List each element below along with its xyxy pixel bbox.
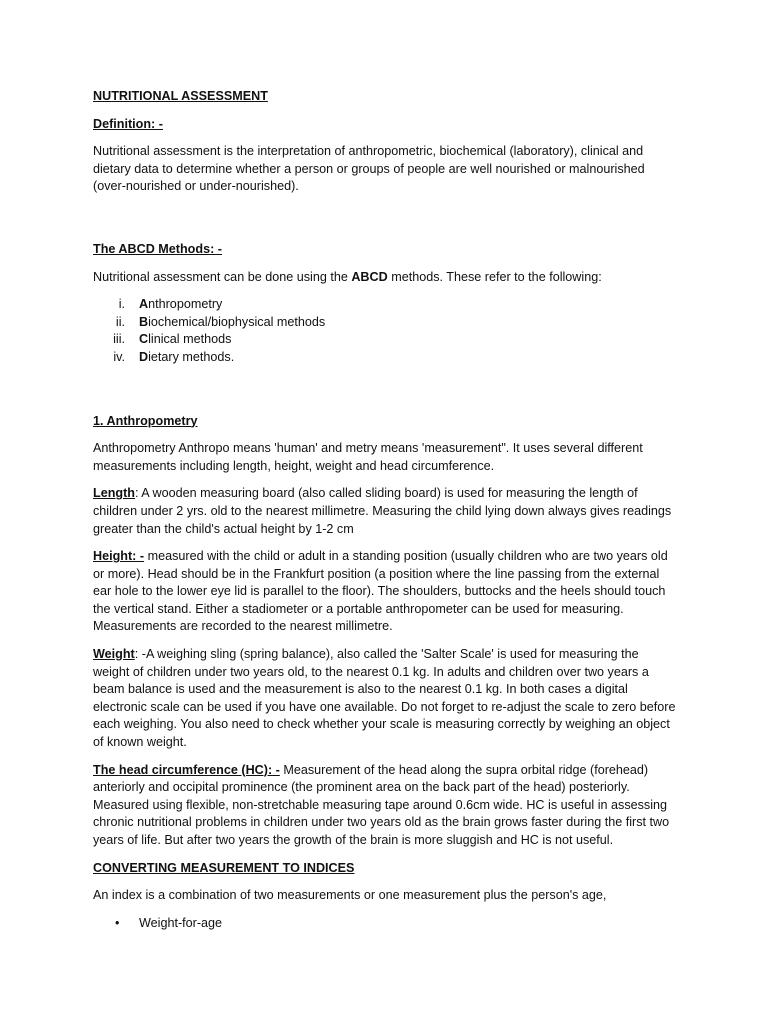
method-rest: nthropometry [148,297,223,312]
method-item [93,314,678,332]
method-label [139,296,222,314]
method-number: i. [118,297,125,312]
length-term: Length [93,486,135,501]
weight-text: : -A weighing sling (spring balance), also called the 'Salter Scale' is used for measuring the weight of children under two years old, to the nearest 0.1 kg. In adults and children over two years a beam balance is used and the measurement is also to the nearest 0.1 kg. In both cases a digital electronic scale can be used if you have one available. Do not forget to re-adjust the scale to zero before each weighing. You also need to check whether your scale is measuring correctly by weighing an object of known weight. [93,647,676,750]
height-paragraph [93,548,678,636]
indices-heading: CONVERTING MEASUREMENT TO INDICES [93,860,355,875]
abcd-intro-start: Nutritional assessment can be done using the [93,269,352,284]
list-item [93,915,678,933]
method-number: iii. [113,332,125,347]
method-rest: iochemical/biophysical methods [148,314,326,329]
document-body [93,88,678,932]
head-circumference-paragraph [93,762,678,850]
anthropometry-paragraph: Anthropometry Anthropo means 'human' and metry means 'measurement". It uses several different measurements including length, height, weight and head circumference. [93,441,643,473]
weight-paragraph [93,646,678,752]
methods-list [93,296,678,366]
bullet-icon: • [115,915,120,930]
method-initial: B [139,314,149,329]
head-circumference-term: The head circumference (HC): - [93,762,280,777]
indices-list [93,915,678,933]
list-item-text: Weight-for-age [139,915,223,930]
method-initial: D [139,349,149,364]
method-item [93,331,678,349]
height-text: measured with the child or adult in a standing position (usually children who are two years old or more). Head should be in the Frankfurt position (a position where the line passing from the external ear hole to the lower eye lid is parallel to the floor). The shoulders, buttocks and the heels should touch the vertical stand. Either a stadiometer or a portable anthropometer can be used for measuring. Measurements are recorded to the nearest millimetre. [93,549,668,634]
method-label [139,314,325,332]
method-initial: C [139,332,149,347]
method-rest: ietary methods. [148,349,235,364]
abcd-intro-end: methods. These refer to the following: [387,269,602,284]
abcd-heading: The ABCD Methods: - [93,241,222,256]
length-paragraph [93,485,678,538]
definition-heading: Definition: - [93,116,163,131]
anthropometry-heading: 1. Anthropometry [93,413,198,428]
weight-term: Weight [93,647,135,662]
method-label [139,331,231,349]
document-title: NUTRITIONAL ASSESSMENT [93,89,268,103]
method-number: iv. [113,349,125,364]
method-number: ii. [115,314,125,329]
height-term: Height: - [93,549,145,564]
length-text: : A wooden measuring board (also called sliding board) is used for measuring the length of children under 2 yrs. old to the nearest millimetre. Measuring the child lying down always gives readings greater than the child's actual height by 1-2 cm [93,486,672,536]
abcd-intro-bold: ABCD [351,269,388,284]
definition-paragraph: Nutritional assessment is the interpretation of anthropometric, biochemical (laboratory), clinical and dietary data to determine whether a person or groups of people are well nourished or malnourished (over-nourished or under-nourished). [93,144,645,194]
method-initial: A [139,297,149,312]
method-label [139,349,234,367]
abcd-intro-paragraph [93,269,678,287]
method-rest: linical methods [148,332,232,347]
method-item [93,349,678,367]
indices-paragraph: An index is a combination of two measurements or one measurement plus the person's age, [93,888,607,903]
head-circumference-text: Measurement of the head along the supra orbital ridge (forehead) anteriorly and occipital prominence (the prominent area on the back part of the head) posteriorly. Measured using flexible, non-stretchable measuring tape around 0.6cm wide. HC is useful in assessing chronic nutritional problems in children under two years old as the brain grows faster during the first two years of life. But after two years the growth of the brain is more sluggish and HC is not useful. [93,762,670,847]
method-item [93,296,678,314]
